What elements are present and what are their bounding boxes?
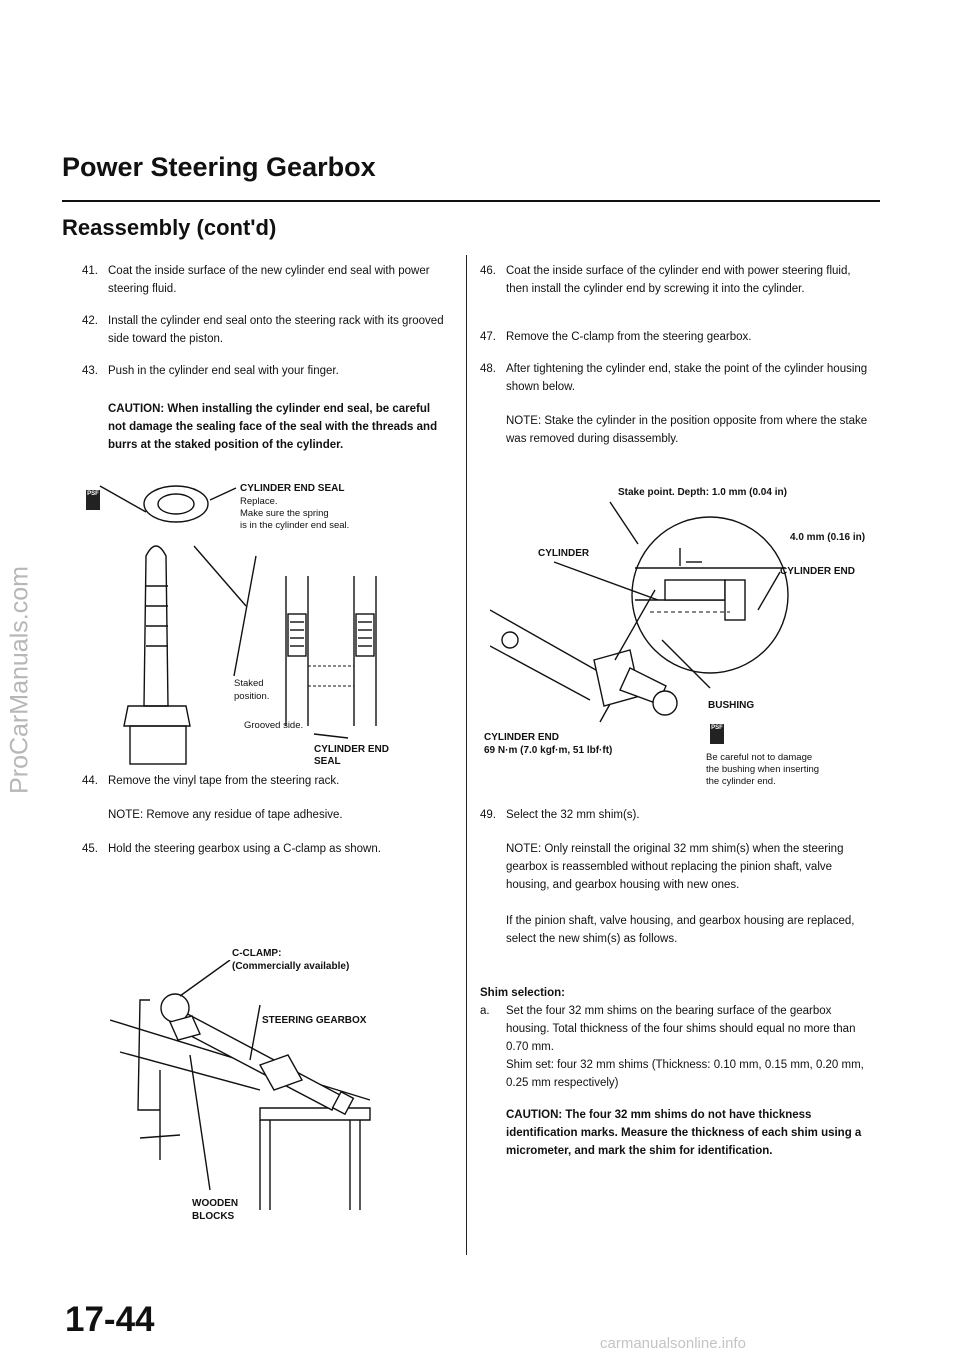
step-41: 41. Coat the inside surface of the new cylinder end seal with power steering fluid.: [82, 265, 430, 295]
label-cyl-end-torque: CYLINDER END: [484, 732, 560, 743]
psf-icon: PSF: [86, 490, 100, 510]
seal-label-leader: [314, 734, 348, 738]
label-seal-2b: SEAL: [314, 756, 341, 767]
cylinder-end-collar: [725, 580, 745, 620]
section-right: [356, 614, 374, 656]
step-49: 49. Select the 32 mm shim(s).: [480, 809, 640, 821]
page-title: Power Steering Gearbox: [62, 152, 376, 182]
section-subtitle: Reassembly (cont'd): [62, 215, 277, 240]
step-44: 44. Remove the vinyl tape from the steering rack.: [82, 775, 340, 787]
label-steering-gearbox: STEERING GEARBOX: [262, 1015, 367, 1026]
label-careful-1: Be careful not to damage: [706, 752, 813, 763]
shaft-end: [653, 691, 677, 715]
note-44: NOTE: Remove any residue of tape adhesive.: [108, 809, 343, 821]
label-dim: 4.0 mm (0.16 in): [790, 532, 866, 543]
psf-icon-2: PSF: [710, 724, 724, 744]
column-divider: [466, 255, 467, 1255]
seal-leader: [210, 488, 236, 500]
cylinder-body: [130, 726, 186, 764]
shim-step-a: a. Set the four 32 mm shims on the bearing surface of the gearbox housing. Total thickness of the four shims should equal no more than 0.70 mm.: [480, 1005, 856, 1053]
seal-ring-inner: [158, 494, 194, 514]
label-cylinder-end-seal: CYLINDER END SEAL: [240, 483, 345, 494]
step-48: 48. After tightening the cylinder end, stake the point of the cylinder housing shown below.: [480, 363, 868, 393]
cclamp-leader: [180, 960, 230, 996]
table-top: [260, 1108, 370, 1120]
psf-leader: [100, 486, 146, 512]
label-careful-2: the bushing when inserting: [706, 764, 820, 775]
step-43: 43. Push in the cylinder end seal with your finger.: [82, 365, 339, 377]
label-position: position.: [234, 691, 270, 702]
label-cclamp-avail: (Commercially available): [232, 961, 350, 972]
stake-leader: [610, 502, 638, 544]
note-49b: If the pinion shaft, valve housing, and gearbox housing are replaced, select the new shim(s) as follows.: [506, 915, 855, 945]
torque-leader: [600, 704, 610, 722]
shim-heading: Shim selection:: [480, 987, 565, 999]
step-45: 45. Hold the steering gearbox using a C-clamp as shown.: [82, 843, 381, 855]
seal-ring-outer: [144, 486, 208, 522]
section-left: [288, 614, 306, 656]
title-rule: [62, 200, 880, 202]
label-torque-value: 69 N·m (7.0 kgf·m, 51 lbf·ft): [484, 745, 613, 756]
label-bushing: BUSHING: [708, 700, 755, 711]
label-cylinder: CYLINDER: [538, 548, 590, 559]
shim-set: Shim set: four 32 mm shims (Thickness: 0.10 mm, 0.15 mm, 0.20 mm, 0.25 mm respectively): [506, 1059, 864, 1089]
label-stake-point: Stake point. Depth: 1.0 mm (0.04 in): [618, 487, 787, 498]
label-staked: Staked: [234, 678, 264, 689]
page-number: 17-44: [65, 1300, 155, 1339]
bushing-leader: [662, 640, 710, 688]
c-clamp-frame: [138, 1000, 160, 1110]
cylinder-end-leader: [758, 572, 780, 610]
caution-shims: CAUTION: The four 32 mm shims do not have thickness identification marks. Measure the thickness of each shim using a micrometer, and mark the shim for identification.: [506, 1109, 862, 1157]
note-48: NOTE: Stake the cylinder in the position opposite from where the stake was removed during disassembly.: [506, 415, 868, 445]
caution-seal: CAUTION: When installing the cylinder end seal, be careful not damage the sealing face of the seal with the threads and burrs at the staked position of the cylinder.: [108, 403, 438, 451]
cylinder-end-detail: [665, 580, 725, 600]
label-blocks: BLOCKS: [192, 1211, 235, 1222]
label-careful-3: the cylinder end.: [706, 776, 776, 787]
label-spring-1: Make sure the spring: [240, 508, 329, 519]
step-46: 46. Coat the inside surface of the cylinder end with power steering fluid, then install the cylinder end by screwing it into the cylinder.: [480, 265, 851, 295]
label-cclamp: C-CLAMP:: [232, 948, 282, 959]
cylinder-flange: [124, 706, 190, 726]
mount-hole: [502, 632, 518, 648]
label-replace: Replace.: [240, 496, 278, 507]
footer-site: carmanualsonline.info: [600, 1335, 746, 1352]
watermark: ProCarManuals.com: [5, 566, 34, 794]
label-seal-2a: CYLINDER END: [314, 744, 390, 755]
cclamp-diagram: [110, 960, 410, 1210]
step-47: 47. Remove the C-clamp from the steering gearbox.: [480, 331, 752, 343]
label-cylinder-end: CYLINDER END: [780, 566, 856, 577]
step-42: 42. Install the cylinder end seal onto the steering rack with its grooved side toward the piston.: [82, 315, 444, 345]
label-spring-2: is in the cylinder end seal.: [240, 520, 350, 531]
label-wooden: WOODEN: [192, 1198, 239, 1209]
figure-cclamp: [110, 960, 410, 1210]
label-grooved: Grooved side.: [244, 720, 304, 731]
note-49a: NOTE: Only reinstall the original 32 mm shim(s) when the steering gearbox is reassembled without replacing the pinion shaft, valve housing, and gearbox housing with new ones.: [506, 843, 844, 891]
